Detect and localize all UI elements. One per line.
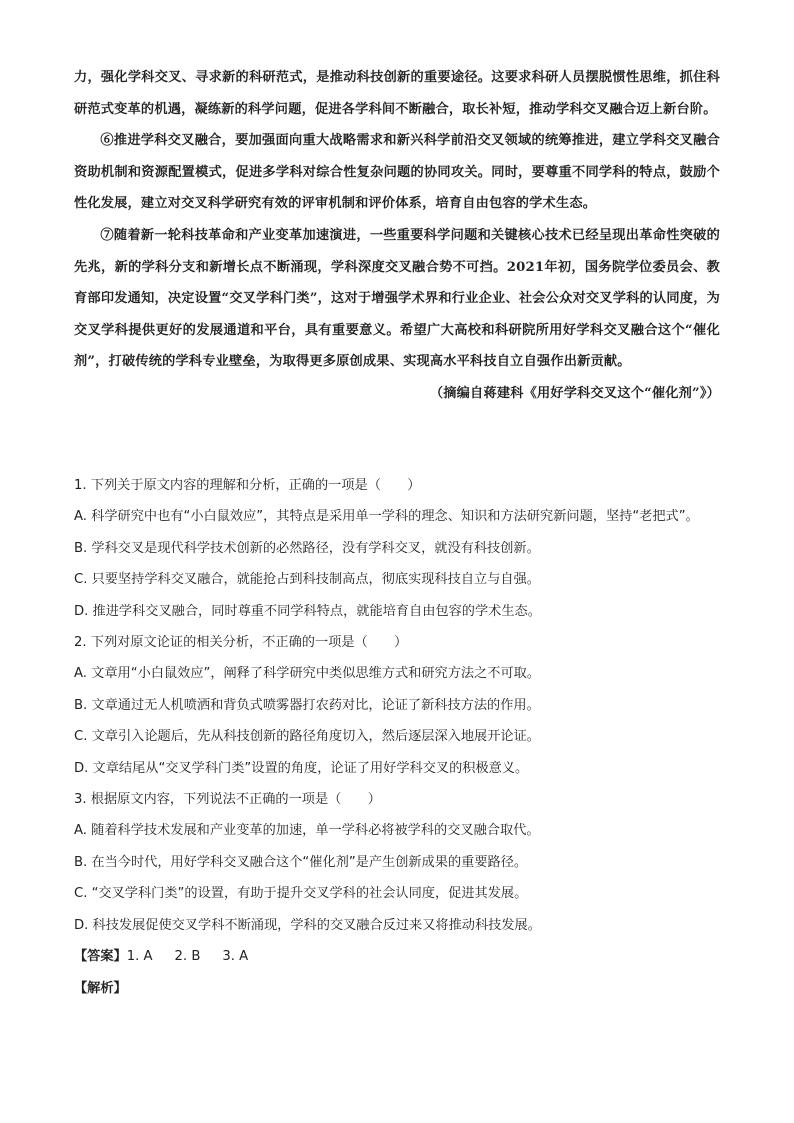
question-2 [74,627,720,784]
question-3 [74,784,720,941]
passage-source: （摘编自蒋建科《用好学科交叉这个“催化剂”》） [429,385,720,401]
question-section [74,470,720,1004]
option-a: A. 随着科学技术发展和产业变革的加速，单一学科必将被学科的交叉融合取代。 [74,823,540,839]
passage-paragraph-7: ⑦随着新一轮科技革命和产业变革加速演进，一些重要科学问题和关键核心技术已经呈现出革命性突破的先兆，新的学科分支和新增长点不断涌现，学科深度交叉融合势不可挡。2021年初，国务院学位委员会、教育部印发通知，决定设置“交叉学科门类”，这对于增强学术界和行业企业、社会公众对交叉学科的认同度，为交叉学科提供更好的发展通道和平台，具有重要意义。希望广大高校和科研院所用好学科交叉融合这个“催化剂”，打破传统的学科专业壁垒，为取得更多原创成果、实现高水平科技自立自强作出新贡献。 [74,227,720,370]
answer-line [74,941,720,972]
question-stem: 1. 下列关于原文内容的理解和分析，正确的一项是（ ） [74,478,421,493]
option-b: B. 文章通过无人机喷洒和背负式喷雾器打农药对比，论证了新科技方法的作用。 [74,697,540,713]
analysis-line [74,973,720,1004]
analysis-tag: 【解析】 [74,980,127,996]
option-c: C. 只要坚持学科交叉融合，就能抢占到科技制高点，彻底实现科技自立与自强。 [74,572,540,588]
answer-item: 1. A [126,949,153,965]
question-stem: 2. 下列对原文论证的相关分析，不正确的一项是（ ） [74,635,408,651]
option-c: C. 文章引入论题后，先从科技创新的路径角度切入，然后逐层深入地展开论证。 [74,729,540,745]
option-b: B. 学科交叉是现代科学技术创新的必然路径，没有学科交叉，就没有科技创新。 [74,540,540,556]
passage-paragraph-continued: 力，强化学科交叉、寻求新的科研范式，是推动科技创新的重要途径。这要求科研人员摆脱惯性思维，抓住科研范式变革的机遇，凝练新的科学问题，促进各学科间不断融合，取长补短，推动学科交叉融合迈上新台阶。 [74,70,720,117]
option-d: D. 推进学科交叉融合，同时尊重不同学科特点，就能培育自由包容的学术生态。 [74,603,541,619]
option-b: B. 在当今时代，用好学科交叉融合这个“催化剂”是产生创新成果的重要路径。 [74,854,528,870]
option-c: C. “交叉学科门类”的设置，有助于提升交叉学科的社会认同度，促进其发展。 [74,886,528,902]
question-stem: 3. 根据原文内容，下列说法不正确的一项是（ ） [74,792,381,808]
answer-item: 2. B [174,949,201,965]
option-d: D. 科技发展促使交叉学科不断涌现，学科的交叉融合反过来又将推动科技发展。 [74,917,541,933]
option-a: A. 文章用“小白鼠效应”，阐释了科学研究中类似思维方式和研究方法之不可取。 [74,666,541,682]
reading-passage [74,62,720,410]
answer-tag: 【答案】 [74,949,127,965]
answer-item: 3. A [222,949,249,965]
option-d: D. 文章结尾从“交叉学科门类”设置的角度，论证了用好学科交叉的积极意义。 [74,760,529,776]
passage-paragraph-6: ⑥推进学科交叉融合，要加强面向重大战略需求和新兴科学前沿交叉领域的统筹推进，建立学科交叉融合资助机制和资源配置模式，促进多学科对综合性复杂问题的协同攻关。同时，要尊重不同学科的特点，鼓励个性化发展，建立对交叉科学研究有效的评审机制和评价体系，培育自由包容的学术生态。 [74,133,720,212]
question-1 [74,470,720,627]
option-a: A. 科学研究中也有“小白鼠效应”，其特点是采用单一学科的理念、知识和方法研究新问题，坚持“老把式”。 [74,509,699,525]
